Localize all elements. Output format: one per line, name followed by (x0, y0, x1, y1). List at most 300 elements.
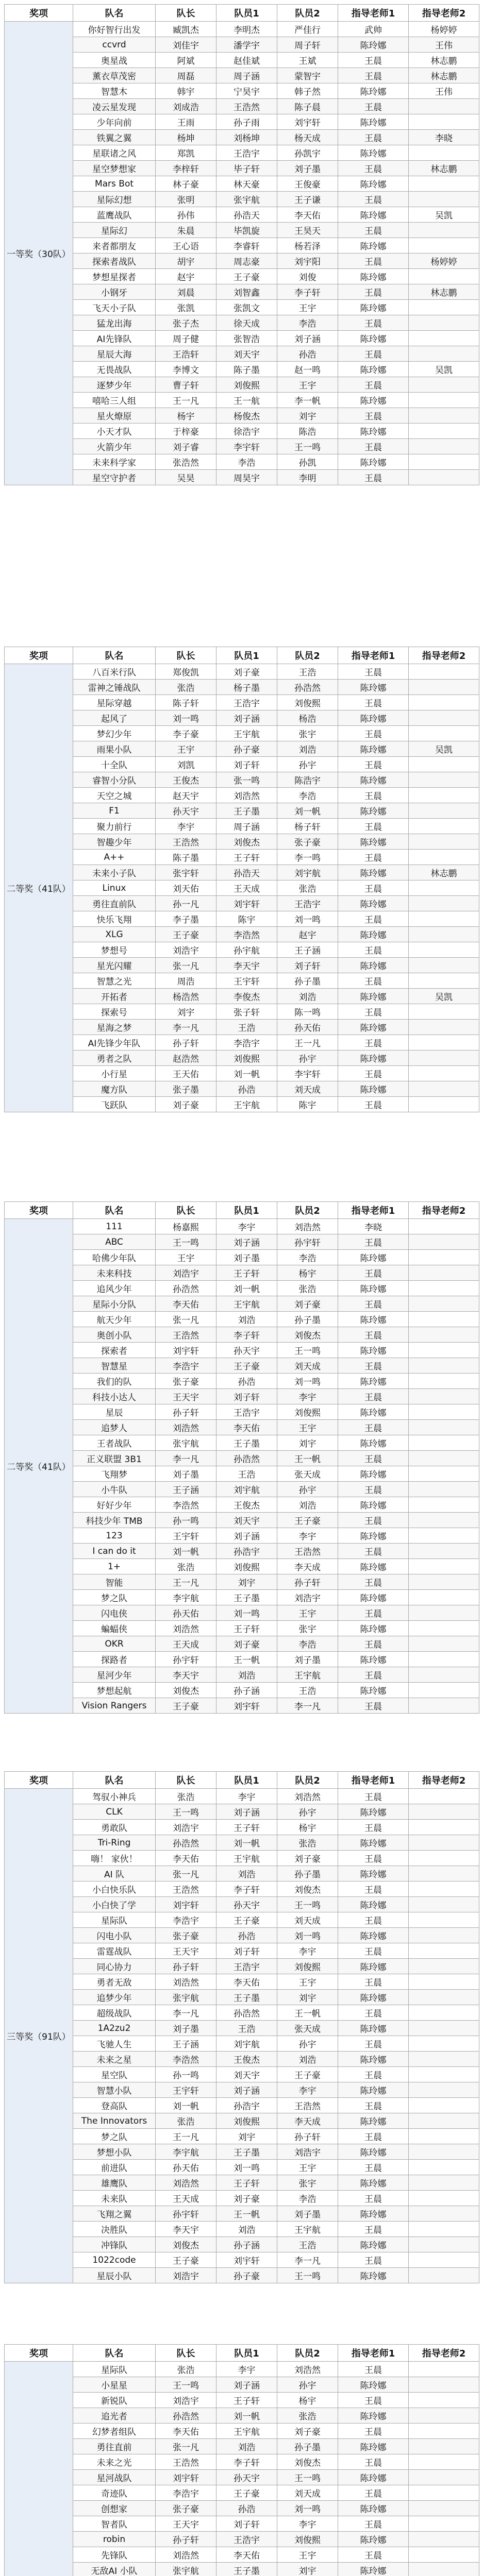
member-cell: 张宇 (277, 726, 338, 741)
member-cell: 张宇航 (156, 1435, 216, 1451)
teacher-cell: 陈玲娜 (338, 1343, 409, 1358)
teacher-cell (409, 1544, 479, 1559)
team-name-cell: 1+ (73, 1559, 156, 1574)
teacher-cell (409, 2005, 479, 2021)
teacher-cell: 陈玲娜 (338, 2408, 409, 2424)
teacher-cell: 陈玲娜 (338, 772, 409, 788)
member-cell: 毕凯旋 (216, 223, 277, 238)
member-cell: 李天宇 (156, 2222, 216, 2237)
teacher-cell: 陈玲娜 (338, 454, 409, 470)
award-table-section (4, 2344, 479, 2576)
member-cell: 杨宇 (277, 2393, 338, 2408)
award-table-section (4, 4, 479, 485)
member-cell: 李宇 (277, 2082, 338, 2098)
member-cell: 孙子雨 (216, 114, 277, 130)
teacher-cell: 陈玲娜 (338, 1683, 409, 1698)
teacher-cell: 林志鹏 (409, 284, 479, 300)
teacher-cell (409, 1897, 479, 1912)
teacher-cell: 王晨 (338, 2005, 409, 2021)
team-name-cell: 雄鹰队 (73, 2175, 156, 2191)
team-name-cell: 智者队 (73, 2516, 156, 2532)
table-row (5, 1497, 479, 1513)
teacher-cell (409, 1265, 479, 1281)
member-cell: 孙子墨 (277, 1866, 338, 1882)
column-header: 指导老师1 (338, 2345, 409, 2362)
member-cell: 孙宇 (277, 757, 338, 772)
team-name-cell: Vision Rangers (73, 1698, 156, 1714)
table-row (5, 850, 479, 865)
member-cell: 刘浩宇 (156, 1820, 216, 1835)
member-cell: 王子墨 (216, 1435, 277, 1451)
table-row (5, 1219, 479, 1234)
member-cell: 王浩 (277, 664, 338, 680)
teacher-cell: 王晨 (338, 1389, 409, 1404)
table-row (5, 145, 479, 161)
teacher-cell: 李晓 (338, 1219, 409, 1234)
member-cell: 李宇航 (156, 1590, 216, 1605)
teacher-cell: 王伟 (409, 37, 479, 53)
member-cell: 孙子墨 (277, 2439, 338, 2454)
member-cell: 陈浩 (277, 423, 338, 439)
teacher-cell: 陈玲娜 (338, 1250, 409, 1265)
award-level-cell (5, 2362, 73, 2576)
member-cell: 李浩然 (156, 1497, 216, 1513)
teacher-cell: 陈玲娜 (338, 1528, 409, 1544)
table-row (5, 284, 479, 300)
teacher-cell (409, 1804, 479, 1820)
table-row (5, 346, 479, 362)
teacher-cell: 王晨 (338, 253, 409, 269)
teacher-cell: 王晨 (338, 1066, 409, 1081)
member-cell: 李天佑 (216, 2547, 277, 2563)
teacher-cell: 陈玲娜 (338, 2501, 409, 2516)
member-cell: 张子豪 (277, 834, 338, 850)
member-cell: 王浩宇 (216, 695, 277, 710)
teacher-cell: 陈玲娜 (338, 1621, 409, 1636)
member-cell: 胡宇 (156, 253, 216, 269)
member-cell: 王宇航 (216, 1296, 277, 1312)
teacher-cell: 王晨 (338, 346, 409, 362)
team-name-cell: 小白快了学 (73, 1897, 156, 1912)
table-row (5, 1912, 479, 1928)
team-name-cell: 星海之梦 (73, 1020, 156, 1035)
member-cell: 张一凡 (156, 958, 216, 973)
table-row (5, 2362, 479, 2377)
teacher-cell (409, 942, 479, 958)
member-cell: 王子轩 (216, 850, 277, 865)
member-cell: 严佳行 (277, 22, 338, 37)
team-name-cell: 小牛队 (73, 1482, 156, 1497)
teacher-cell: 王晨 (338, 439, 409, 454)
member-cell: 孙子涵 (216, 1683, 277, 1698)
member-cell: 刘天宇 (216, 2067, 277, 2082)
teacher-cell (409, 1404, 479, 1420)
column-header: 队名 (73, 1202, 156, 1219)
member-cell: 孙子轩 (156, 2532, 216, 2547)
teacher-cell (409, 2532, 479, 2547)
teacher-cell: 陈玲娜 (338, 989, 409, 1004)
teacher-cell (409, 772, 479, 788)
member-cell: 李浩宇 (156, 1912, 216, 1928)
table-row (5, 2067, 479, 2082)
member-cell: 周志豪 (216, 253, 277, 269)
team-name-cell: 探索号 (73, 1004, 156, 1020)
team-name-cell: 智慧之光 (73, 973, 156, 989)
table-row (5, 130, 479, 145)
member-cell: 李宇 (216, 1219, 277, 1234)
team-name-cell: 1A2zu2 (73, 2021, 156, 2036)
member-cell: 阿斌 (156, 53, 216, 68)
teacher-cell (409, 2547, 479, 2563)
member-cell: 刘浩 (216, 1866, 277, 1882)
team-name-cell: 星际幻想 (73, 192, 156, 207)
teacher-cell: 王晨 (338, 1004, 409, 1020)
member-cell: 李睿轩 (216, 238, 277, 253)
table-row (5, 1959, 479, 1974)
member-cell: 李浩 (277, 788, 338, 803)
table-row (5, 1420, 479, 1435)
teacher-cell: 王晨 (338, 1358, 409, 1374)
member-cell: 张智浩 (216, 331, 277, 346)
table-row (5, 2393, 479, 2408)
member-cell: 李浩 (216, 454, 277, 470)
member-cell: 赵佳斌 (216, 53, 277, 68)
member-cell: 刘浩宇 (156, 2393, 216, 2408)
table-row (5, 1897, 479, 1912)
table-row (5, 958, 479, 973)
team-name-cell: 飞跃队 (73, 1097, 156, 1112)
team-name-cell: 开拓者 (73, 989, 156, 1004)
member-cell: 李浩宇 (156, 2485, 216, 2501)
table-row (5, 1698, 479, 1714)
member-cell: 刘子涵 (216, 710, 277, 726)
team-name-cell: 哈佛少年队 (73, 1250, 156, 1265)
member-cell: 刘俊杰 (156, 1683, 216, 1698)
member-cell: 王浩 (216, 1020, 277, 1035)
table-row (5, 22, 479, 37)
team-name-cell: AI先锋队 (73, 331, 156, 346)
member-cell: 李浩 (277, 1250, 338, 1265)
team-name-cell: 梦幻少年 (73, 726, 156, 741)
teacher-cell: 陈玲娜 (338, 423, 409, 439)
teacher-cell (409, 680, 479, 695)
member-cell: 刘子涵 (216, 1528, 277, 1544)
member-cell: 王宇航 (277, 2222, 338, 2237)
member-cell: 陈浩宇 (277, 772, 338, 788)
teacher-cell: 王晨 (338, 1265, 409, 1281)
member-cell: 孙天宇 (156, 803, 216, 819)
teacher-cell: 王晨 (338, 2516, 409, 2532)
member-cell: 孙宇轩 (277, 1234, 338, 1250)
member-cell: 王子墨 (216, 803, 277, 819)
teacher-cell: 王晨 (338, 1636, 409, 1652)
teacher-cell: 陈玲娜 (338, 2052, 409, 2067)
member-cell: 张宇 (277, 2175, 338, 2191)
table-row (5, 2098, 479, 2113)
table-row (5, 423, 479, 439)
teacher-cell (409, 114, 479, 130)
teacher-cell (409, 834, 479, 850)
member-cell: 刘浩宇 (156, 942, 216, 958)
teacher-cell (409, 2252, 479, 2268)
table-row (5, 1974, 479, 1990)
teacher-cell: 王晨 (338, 1035, 409, 1050)
member-cell: 刘一鸣 (277, 1374, 338, 1389)
team-name-cell: 奥星战 (73, 53, 156, 68)
team-name-cell: 无畏战队 (73, 362, 156, 377)
table-row (5, 2439, 479, 2454)
member-cell: 刘一鸣 (216, 2160, 277, 2175)
team-name-cell: 铁翼之翼 (73, 130, 156, 145)
table-row (5, 377, 479, 393)
teacher-cell: 陈玲娜 (338, 710, 409, 726)
column-header: 队员1 (216, 647, 277, 664)
member-cell: 张凯文 (216, 300, 277, 315)
member-cell: 刘子涵 (216, 2082, 277, 2098)
member-cell: 杨子轩 (277, 819, 338, 834)
table-row (5, 53, 479, 68)
team-name-cell: 魔方队 (73, 1081, 156, 1097)
column-header: 奖项 (5, 2345, 73, 2362)
member-cell: 李子墨 (156, 911, 216, 927)
table-row (5, 2021, 479, 2036)
member-cell: 刘浩宇 (156, 1265, 216, 1281)
member-cell: 刘宇轩 (156, 1343, 216, 1358)
teacher-cell (409, 1789, 479, 1804)
member-cell: 王雨 (156, 114, 216, 130)
column-header: 队长 (156, 1202, 216, 1219)
award-table-section (4, 1771, 479, 2283)
team-name-cell: 航天少年 (73, 1312, 156, 1327)
teacher-cell: 吴凯 (409, 741, 479, 757)
teacher-cell: 林志鹏 (409, 161, 479, 176)
team-name-cell: 星辰 (73, 1404, 156, 1420)
member-cell: 刘子豪 (216, 664, 277, 680)
teacher-cell: 陈玲娜 (338, 741, 409, 757)
table-row (5, 2005, 479, 2021)
teacher-cell: 王晨 (338, 695, 409, 710)
teacher-cell (409, 1327, 479, 1343)
member-cell: 刘子涵 (216, 1234, 277, 1250)
teacher-cell (409, 1312, 479, 1327)
teacher-cell: 王晨 (338, 1912, 409, 1928)
member-cell: 李俊杰 (216, 989, 277, 1004)
teacher-cell: 陈玲娜 (338, 927, 409, 942)
teacher-cell: 王晨 (338, 1820, 409, 1835)
team-name-cell: 小白快乐队 (73, 1882, 156, 1897)
member-cell: 王浩然 (156, 1327, 216, 1343)
teacher-cell (409, 2501, 479, 2516)
teacher-cell: 陈玲娜 (338, 1050, 409, 1066)
member-cell: 刘一帆 (216, 1835, 277, 1851)
table-row (5, 819, 479, 834)
teacher-cell (409, 269, 479, 284)
member-cell: 刘宇 (277, 1990, 338, 2005)
team-name-cell: The Innovators (73, 2113, 156, 2129)
team-name-cell: XLG (73, 927, 156, 942)
table-row (5, 161, 479, 176)
member-cell: 王一鸣 (156, 1234, 216, 1250)
column-header: 队员1 (216, 2345, 277, 2362)
member-cell: 刘宇阳 (277, 253, 338, 269)
teacher-cell: 王晨 (338, 192, 409, 207)
member-cell: 王浩然 (156, 1882, 216, 1897)
member-cell: 刘俊熙 (216, 1559, 277, 1574)
column-header: 队名 (73, 1772, 156, 1789)
table-header-row (5, 2345, 479, 2362)
team-name-cell: 星空梦想家 (73, 161, 156, 176)
team-name-cell: 凌云星发现 (73, 99, 156, 114)
team-name-cell: 勇者无敌 (73, 1974, 156, 1990)
teacher-cell (409, 1081, 479, 1097)
teacher-cell: 王晨 (338, 1667, 409, 1683)
table-row (5, 1081, 479, 1097)
team-name-cell: 智慧小队 (73, 2082, 156, 2098)
member-cell: 郑俊凯 (156, 664, 216, 680)
member-cell: 李天宇 (156, 1667, 216, 1683)
teacher-cell: 王晨 (338, 223, 409, 238)
member-cell: 刘一鸣 (277, 911, 338, 927)
table-row (5, 2516, 479, 2532)
table-row (5, 1544, 479, 1559)
teacher-cell (409, 439, 479, 454)
teacher-cell: 武帅 (338, 22, 409, 37)
team-name-cell: 驾驭小神兵 (73, 1789, 156, 1804)
table-row (5, 83, 479, 99)
teacher-cell: 王晨 (338, 284, 409, 300)
teacher-cell (409, 1020, 479, 1035)
table-row (5, 1652, 479, 1667)
teacher-cell (409, 1820, 479, 1835)
teacher-cell: 王晨 (338, 2252, 409, 2268)
teacher-cell (409, 2408, 479, 2424)
member-cell: 王子轩 (216, 1621, 277, 1636)
teacher-cell (409, 2454, 479, 2470)
team-name-cell: 梦想起航 (73, 1683, 156, 1698)
teacher-cell: 王晨 (338, 942, 409, 958)
teacher-cell (409, 1959, 479, 1974)
member-cell: 刘浩 (216, 2439, 277, 2454)
member-cell: 李宇轩 (216, 439, 277, 454)
member-cell: 刘俊熙 (216, 377, 277, 393)
member-cell: 刘宇轩 (216, 896, 277, 911)
team-name-cell: 雷神之锤战队 (73, 680, 156, 695)
table-row (5, 1466, 479, 1482)
teacher-cell: 陈玲娜 (338, 1804, 409, 1820)
member-cell: 周子涵 (216, 68, 277, 83)
team-name-cell: 追梦人 (73, 1420, 156, 1435)
member-cell: 林天豪 (216, 176, 277, 192)
member-cell: 李宇 (277, 1528, 338, 1544)
member-cell: 王一帆 (216, 2206, 277, 2222)
team-name-cell: 飞翔之翼 (73, 2206, 156, 2222)
teacher-cell (409, 223, 479, 238)
member-cell: 杨坤 (156, 130, 216, 145)
teacher-cell: 林志鹏 (409, 865, 479, 880)
member-cell: 孙浩 (277, 346, 338, 362)
teacher-cell: 陈玲娜 (338, 803, 409, 819)
member-cell: 王宇 (277, 1974, 338, 1990)
member-cell: 王宇航 (216, 1097, 277, 1112)
teacher-cell (409, 1482, 479, 1497)
member-cell: 刘浩 (216, 2222, 277, 2237)
member-cell: 刘俊杰 (277, 1327, 338, 1343)
member-cell: 刘成浩 (156, 99, 216, 114)
teacher-cell (409, 1866, 479, 1882)
teacher-cell (409, 2082, 479, 2098)
member-cell: 刘一帆 (216, 1066, 277, 1081)
teacher-cell: 陈玲娜 (338, 269, 409, 284)
team-name-cell: 无敌AI 小队 (73, 2563, 156, 2576)
table-row (5, 1559, 479, 1574)
teacher-cell: 陈玲娜 (338, 2268, 409, 2283)
teacher-cell: 王晨 (338, 1574, 409, 1590)
member-cell: 孙子轩 (277, 1574, 338, 1590)
table-row (5, 1296, 479, 1312)
member-cell: 于梓豪 (156, 423, 216, 439)
table-row (5, 1358, 479, 1374)
member-cell: 蒙智宇 (277, 68, 338, 83)
teacher-cell (409, 99, 479, 114)
member-cell: 刘子墨 (216, 1250, 277, 1265)
teacher-cell (409, 1035, 479, 1050)
member-cell: 张子杰 (156, 315, 216, 331)
member-cell: 孙浩天 (216, 865, 277, 880)
member-cell: 孙伟 (156, 207, 216, 223)
teacher-cell: 陈玲娜 (338, 1866, 409, 1882)
member-cell: 王天成 (156, 1636, 216, 1652)
table-row (5, 695, 479, 710)
member-cell: 刘一帆 (277, 803, 338, 819)
teacher-cell (409, 408, 479, 423)
member-cell: 孙子轩 (277, 2129, 338, 2144)
teacher-cell: 王晨 (338, 2393, 409, 2408)
member-cell: 王天宇 (156, 2516, 216, 2532)
table-row (5, 315, 479, 331)
member-cell: 王宇 (156, 741, 216, 757)
table-row (5, 2454, 479, 2470)
team-name-cell: 星际小分队 (73, 1296, 156, 1312)
member-cell: 孙天佑 (277, 1020, 338, 1035)
teacher-cell: 王晨 (338, 2067, 409, 2082)
teacher-cell: 王晨 (338, 819, 409, 834)
member-cell: 刘浩然 (277, 1219, 338, 1234)
member-cell: 李明杰 (216, 22, 277, 37)
teacher-cell: 陈玲娜 (338, 2113, 409, 2129)
member-cell: 刘天成 (277, 2485, 338, 2501)
teacher-cell (409, 238, 479, 253)
table-row (5, 1820, 479, 1835)
member-cell: 杨若泽 (277, 238, 338, 253)
team-name-cell: 追梦少年 (73, 1990, 156, 2005)
table-row (5, 803, 479, 819)
team-name-cell: 猛龙出海 (73, 315, 156, 331)
member-cell: 李宇轩 (277, 1066, 338, 1081)
member-cell: 孙一鸣 (156, 1513, 216, 1528)
member-cell: 刘一鸣 (216, 1605, 277, 1621)
member-cell: 王宇 (277, 2160, 338, 2175)
teacher-cell (409, 470, 479, 485)
member-cell: 王子豪 (277, 1513, 338, 1528)
member-cell: 孙浩然 (156, 1281, 216, 1296)
member-cell: 王子轩 (216, 2175, 277, 2191)
table-row (5, 223, 479, 238)
table-row (5, 834, 479, 850)
member-cell: 韩子然 (277, 83, 338, 99)
team-name-cell: 智能 (73, 1574, 156, 1590)
team-name-cell: 小星星 (73, 2377, 156, 2393)
team-name-cell: 你好智行出发 (73, 22, 156, 37)
